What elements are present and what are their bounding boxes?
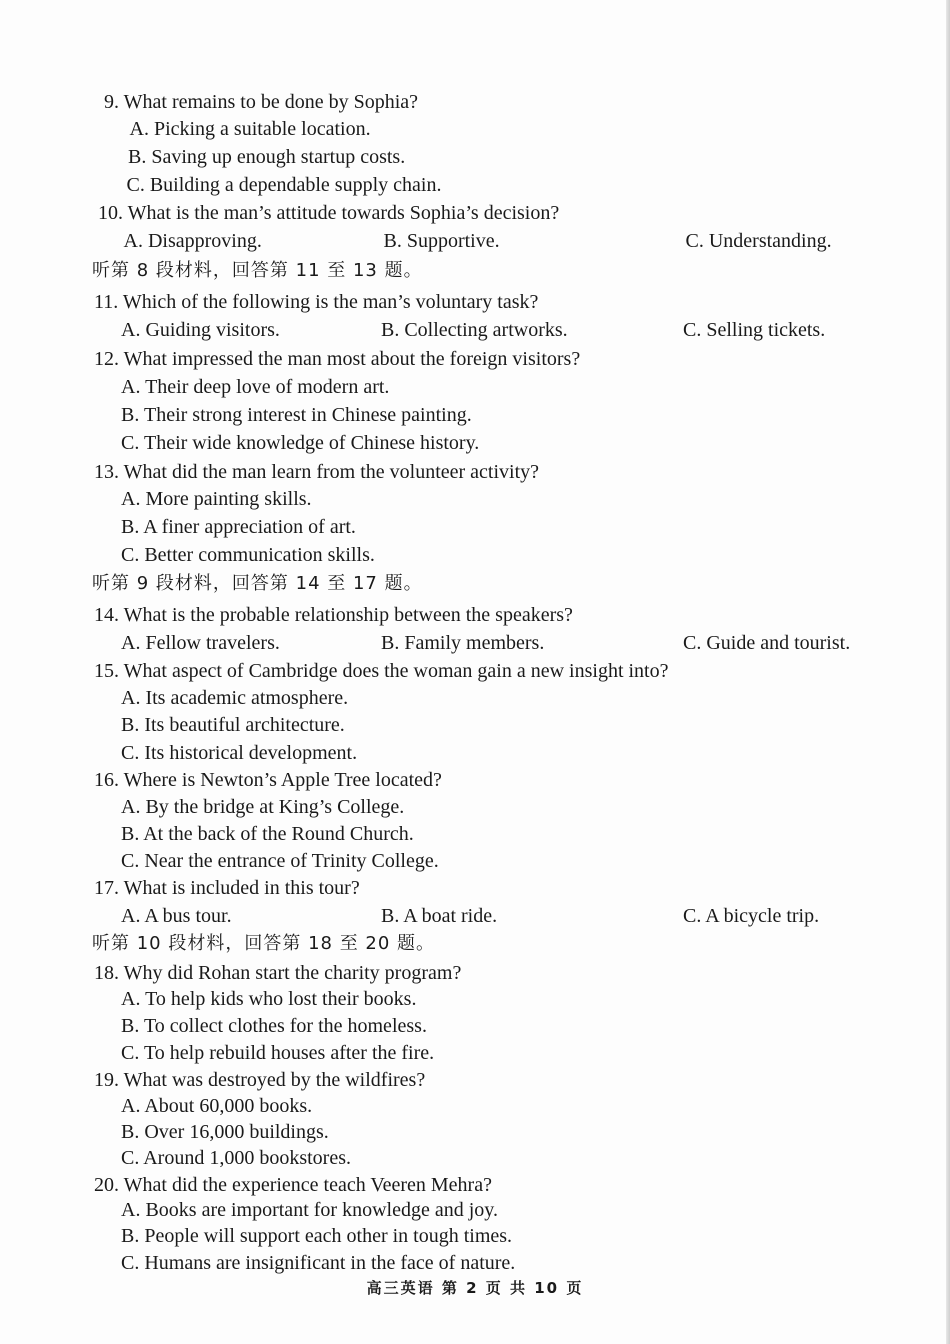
section-instruction: 听第 10 段材料，回答第 18 至 20 题。 <box>92 933 436 954</box>
answer-option: A. Books are important for knowledge and joy. <box>121 1199 498 1221</box>
question-text: 14. What is the probable relationship between the speakers? <box>94 604 573 626</box>
section-instruction: 听第 9 段材料，回答第 14 至 17 题。 <box>92 573 423 594</box>
question-text: 11. Which of the following is the man’s voluntary task? <box>94 291 539 313</box>
answer-option: C. Around 1,000 bookstores. <box>121 1147 351 1169</box>
answer-option: B. People will support each other in tough times. <box>121 1225 513 1247</box>
question-text: 10. What is the man’s attitude towards Sophia’s decision? <box>98 202 560 224</box>
answer-option: C. Humans are insignificant in the face of nature. <box>121 1252 516 1274</box>
answer-option-c: C. Selling tickets. <box>683 319 826 341</box>
answer-option-a: A. Fellow travelers. <box>121 632 280 654</box>
question-text: 19. What was destroyed by the wildfires? <box>94 1069 426 1091</box>
answer-option: B. At the back of the Round Church. <box>121 823 414 845</box>
answer-option: B. Saving up enough startup costs. <box>128 146 406 168</box>
answer-option: B. To collect clothes for the homeless. <box>121 1015 427 1037</box>
answer-option-a: A. Disapproving. <box>123 230 262 252</box>
question-text: 12. What impressed the man most about the foreign visitors? <box>94 348 581 370</box>
answer-option-b: B. Collecting artworks. <box>381 319 568 341</box>
question-text: 18. Why did Rohan start the charity program? <box>94 962 462 984</box>
answer-option-c: C. Understanding. <box>685 230 832 252</box>
answer-option-b: B. Family members. <box>381 632 545 654</box>
page-footer: 高三英语 第 2 页 共 10 页 <box>366 1279 584 1297</box>
answer-option: C. Near the entrance of Trinity College. <box>121 850 439 872</box>
answer-option: A. More painting skills. <box>121 488 312 510</box>
answer-option: A. To help kids who lost their books. <box>121 988 417 1010</box>
answer-option: B. Its beautiful architecture. <box>121 714 345 736</box>
answer-option: A. About 60,000 books. <box>121 1095 313 1117</box>
section-instruction: 听第 8 段材料，回答第 11 至 13 题。 <box>92 260 423 281</box>
answer-option: B. A finer appreciation of art. <box>121 516 356 538</box>
answer-option-b: B. A boat ride. <box>381 905 498 927</box>
answer-option: A. Its academic atmosphere. <box>121 687 349 709</box>
answer-option-b: B. Supportive. <box>383 230 500 252</box>
question-text: 16. Where is Newton’s Apple Tree located? <box>94 769 442 791</box>
answer-option: A. By the bridge at King’s College. <box>121 796 405 818</box>
question-text: 9. What remains to be done by Sophia? <box>104 91 419 113</box>
answer-option: C. To help rebuild houses after the fire. <box>121 1042 435 1064</box>
question-text: 13. What did the man learn from the volunteer activity? <box>94 461 540 483</box>
question-text: 20. What did the experience teach Veeren Mehra? <box>94 1174 492 1196</box>
answer-option-c: C. Guide and tourist. <box>683 632 851 654</box>
answer-option: A. Their deep love of modern art. <box>121 376 390 398</box>
answer-option: C. Better communication skills. <box>121 544 375 566</box>
question-text: 15. What aspect of Cambridge does the woman gain a new insight into? <box>94 660 669 682</box>
answer-option-c: C. A bicycle trip. <box>683 905 820 927</box>
answer-option: C. Building a dependable supply chain. <box>126 174 442 196</box>
answer-option: A. Picking a suitable location. <box>129 118 371 140</box>
answer-option: B. Over 16,000 buildings. <box>121 1121 329 1143</box>
answer-option: B. Their strong interest in Chinese painting. <box>121 404 472 426</box>
answer-option: C. Their wide knowledge of Chinese history. <box>121 432 480 454</box>
page-edge-shadow <box>946 0 950 1344</box>
answer-option: C. Its historical development. <box>121 742 358 764</box>
answer-option-a: A. A bus tour. <box>121 905 232 927</box>
answer-option-a: A. Guiding visitors. <box>121 319 280 341</box>
question-text: 17. What is included in this tour? <box>94 877 360 899</box>
